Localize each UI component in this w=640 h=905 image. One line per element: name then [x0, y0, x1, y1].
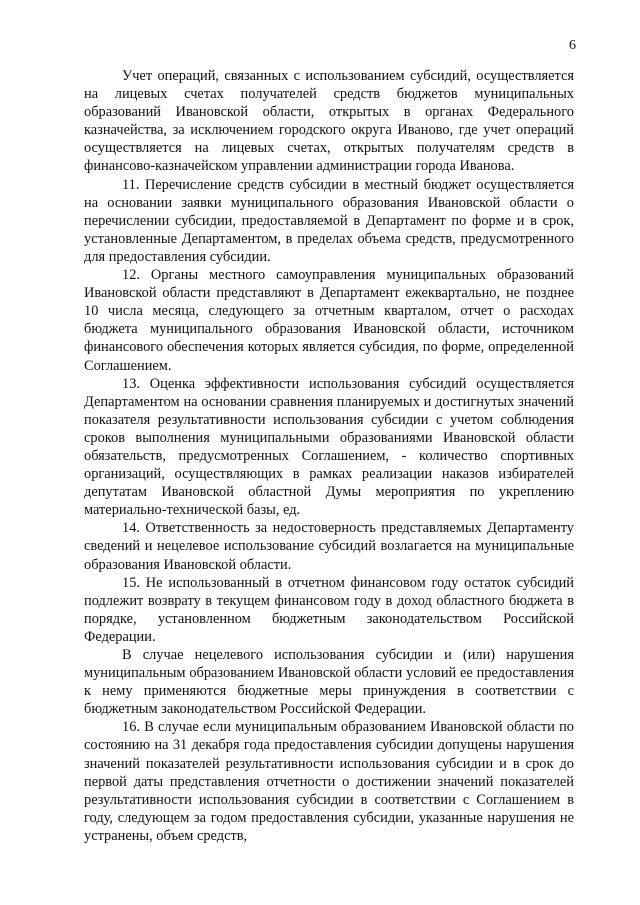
paragraph-12-reporting: 12. Органы местного самоуправления муниципальных образований Ивановской области представляют в Департамент ежеквартально, не позднее 10 числа месяца, следующего за отчетным кварталом, отчет о расходах бюджета муниципального образования Ивановской области, источником финансового обеспечения которых является субсидия, по форме, определенной Соглашением. — [84, 267, 574, 374]
paragraph-16-violations: 16. В случае если муниципальным образованием Ивановской области по состоянию на 31 декабря года предоставления субсидии допущены нарушения значений показателей результативности использования субсидии и в срок до первой даты представления отчетности о достижении значений показателей результативности использования субсидии в соответствии с Соглашением в году, следующем за годом предоставления субсидии, указанные нарушения не устранены, объем средств, — [84, 719, 574, 844]
document-body — [84, 67, 574, 845]
paragraph-14-responsibility: 14. Ответственность за недостоверность представляемых Департаменту сведений и нецелевое использование субсидий возлагается на муниципальные образования Ивановской области. — [84, 520, 574, 573]
paragraph-11-transfer: 11. Перечисление средств субсидии в местный бюджет осуществляется на основании заявки муниципального образования Ивановской области о перечислении субсидии, предоставляемой в Департамент по форме и в срок, установленные Департаментом, в пределах объема средств, предусмотренного для предоставления субсидии. — [84, 176, 574, 265]
paragraph-misuse: В случае нецелевого использования субсидии и (или) нарушения муниципальным образованием Ивановской области условий ее предоставления к нему применяются бюджетные меры принуждения в соответствии с бюджетным законодательством Российской Федерации. — [84, 647, 574, 718]
paragraph-accounting: Учет операций, связанных с использованием субсидий, осуществляется на лицевых счетах получателей средств бюджетов муниципальных образований Ивановской области, открытых в органах Федерального казначейства, за исключением городского округа Иваново, где учет операций осуществляется на лицевых счетах, открытых получателям средств в финансово-казначейском управлении администрации города Иванова. — [84, 68, 574, 175]
paragraph-15-return: 15. Не использованный в отчетном финансовом году остаток субсидий подлежит возврату в текущем финансовом году в доход областного бюджета в порядке, установленном бюджетным законодательством Российской Федерации. — [84, 574, 574, 645]
page-number: 6 — [569, 38, 576, 53]
paragraph-13-efficiency: 13. Оценка эффективности использования субсидий осуществляется Департаментом на основании сравнения планируемых и достигнутых значений показателя результативности использования субсидии с учетом соблюдения сроков выполнения муниципальными образованиями Ивановской области обязательств, предусмотренных Соглашением, - количество спортивных организаций, осуществляющих в рамках реализации наказов избирателей депутатам Ивановской областной Думы мероприятия по укреплению материально-технической базы, ед. — [84, 375, 574, 519]
